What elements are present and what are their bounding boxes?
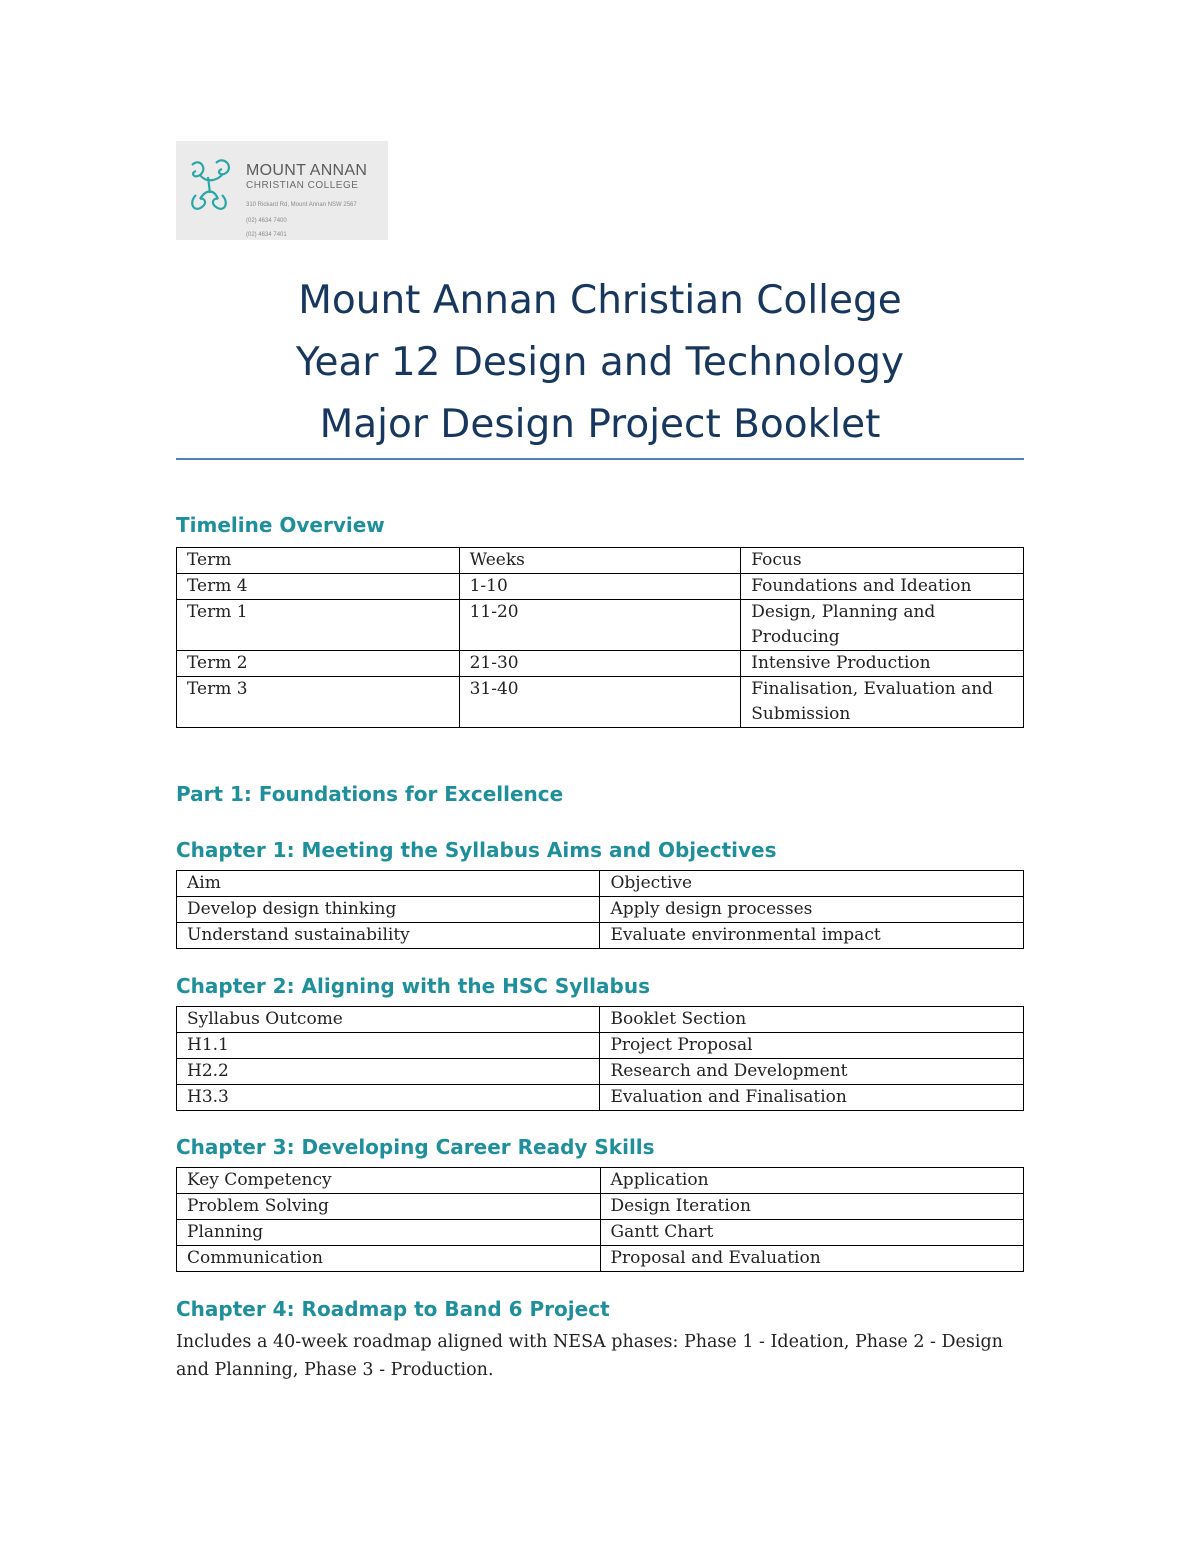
logo-phone: (02) 4634 7400	[246, 218, 287, 224]
college-emblem-icon	[186, 155, 240, 215]
title-line-3: Major Design Project Booklet	[319, 402, 881, 447]
table-header-cell: Key Competency	[177, 1168, 601, 1194]
chapter1-heading: Chapter 1: Meeting the Syllabus Aims and Objectives	[176, 838, 777, 862]
chapter3-heading: Chapter 3: Developing Career Ready Skills	[176, 1135, 655, 1159]
table-cell: Evaluate environmental impact	[600, 923, 1024, 949]
table-row	[177, 651, 1024, 677]
table-cell: Communication	[177, 1246, 601, 1272]
chapter4-body: Includes a 40-week roadmap aligned with NESA phases: Phase 1 - Ideation, Phase 2 - Design and Planning, Phase 3 - Production.	[176, 1332, 1003, 1380]
chapter2-heading: Chapter 2: Aligning with the HSC Syllabus	[176, 974, 650, 998]
table-cell: Evaluation and Finalisation	[600, 1085, 1024, 1111]
table-row	[177, 1085, 1024, 1111]
table-cell: H2.2	[177, 1059, 600, 1085]
table-cell: Understand sustainability	[177, 923, 600, 949]
table-cell: Gantt Chart	[600, 1220, 1023, 1246]
chapter3-table	[176, 1167, 1024, 1272]
table-cell: 1-10	[459, 574, 741, 600]
logo-name: MOUNT ANNAN	[246, 162, 368, 179]
title-line-1: Mount Annan Christian College	[298, 278, 902, 323]
table-header-cell: Focus	[741, 548, 1024, 574]
table-row	[177, 1246, 1024, 1272]
table-cell: Develop design thinking	[177, 897, 600, 923]
table-row	[177, 1033, 1024, 1059]
table-cell: Planning	[177, 1220, 601, 1246]
table-row	[177, 1220, 1024, 1246]
logo-subtitle: CHRISTIAN COLLEGE	[246, 180, 359, 191]
table-cell: 21-30	[459, 651, 741, 677]
logo-address: 310 Rickard Rd, Mount Annan NSW 2567	[246, 202, 357, 208]
timeline-heading: Timeline Overview	[176, 513, 385, 537]
table-header-row	[177, 1168, 1024, 1194]
table-cell: Term 3	[177, 677, 460, 728]
table-cell: 11-20	[459, 600, 741, 651]
table-row	[177, 574, 1024, 600]
chapter1-table	[176, 870, 1024, 949]
table-cell: Finalisation, Evaluation and Submission	[741, 677, 1024, 728]
table-cell: 31-40	[459, 677, 741, 728]
table-header-row	[177, 871, 1024, 897]
table-cell: Problem Solving	[177, 1194, 601, 1220]
table-cell: H1.1	[177, 1033, 600, 1059]
timeline-table	[176, 547, 1024, 728]
table-cell: H3.3	[177, 1085, 600, 1111]
table-header-cell: Weeks	[459, 548, 741, 574]
table-row	[177, 897, 1024, 923]
part1-heading: Part 1: Foundations for Excellence	[176, 782, 564, 806]
table-row	[177, 923, 1024, 949]
document-title	[176, 270, 1024, 456]
table-cell: Project Proposal	[600, 1033, 1024, 1059]
chapter4-heading: Chapter 4: Roadmap to Band 6 Project	[176, 1297, 610, 1321]
table-header-cell: Application	[600, 1168, 1023, 1194]
table-cell: Term 2	[177, 651, 460, 677]
chapter2-table	[176, 1006, 1024, 1111]
table-header-row	[177, 548, 1024, 574]
table-cell: Design Iteration	[600, 1194, 1023, 1220]
table-header-cell: Aim	[177, 871, 600, 897]
table-row	[177, 1194, 1024, 1220]
college-logo	[176, 141, 388, 240]
table-cell: Term 4	[177, 574, 460, 600]
table-row	[177, 677, 1024, 728]
table-cell: Research and Development	[600, 1059, 1024, 1085]
table-cell: Proposal and Evaluation	[600, 1246, 1023, 1272]
table-row	[177, 600, 1024, 651]
logo-web: (02) 4634 7401	[246, 232, 287, 238]
table-header-cell: Term	[177, 548, 460, 574]
title-divider	[176, 458, 1024, 460]
table-cell: Apply design processes	[600, 897, 1024, 923]
table-header-cell: Syllabus Outcome	[177, 1007, 600, 1033]
table-header-cell: Objective	[600, 871, 1024, 897]
table-cell: Term 1	[177, 600, 460, 651]
table-cell: Foundations and Ideation	[741, 574, 1024, 600]
title-line-2: Year 12 Design and Technology	[295, 340, 905, 385]
table-cell: Design, Planning and Producing	[741, 600, 1024, 651]
table-cell: Intensive Production	[741, 651, 1024, 677]
table-header-row	[177, 1007, 1024, 1033]
table-header-cell: Booklet Section	[600, 1007, 1024, 1033]
table-row	[177, 1059, 1024, 1085]
